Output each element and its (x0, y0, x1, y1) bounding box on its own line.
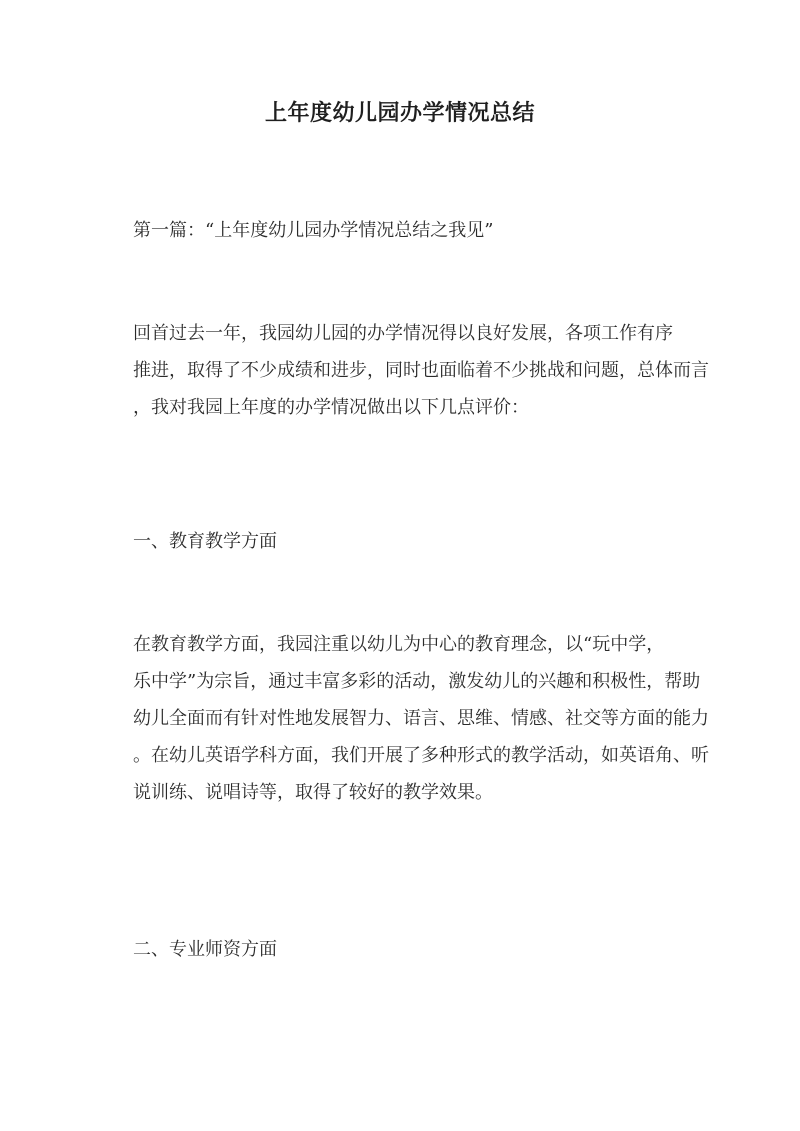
intro-line: 回首过去一年，我园幼儿园的办学情况得以良好发展，各项工作有序 (133, 323, 673, 344)
intro-paragraph (133, 322, 709, 433)
paragraph-line: 。在幼儿英语学科方面，我们开展了多种形式的教学活动，如英语角、听 (133, 745, 709, 766)
section-heading-teaching: 一、教育教学方面 (133, 531, 277, 552)
intro-line: ，我对我园上年度的办学情况做出以下几点评价： (133, 397, 529, 418)
teaching-paragraph (133, 633, 709, 818)
section-heading-faculty: 二、专业师资方面 (133, 939, 277, 960)
intro-line: 推进，取得了不少成绩和进步，同时也面临着不少挑战和问题，总体而言 (133, 360, 709, 381)
document-title: 上年度幼儿园办学情况总结 (264, 100, 535, 126)
paragraph-line: 说训练、说唱诗等，取得了较好的教学效果。 (133, 782, 493, 803)
chapter-subtitle: 第一篇：“上年度幼儿园办学情况总结之我见” (133, 220, 494, 241)
paragraph-line: 幼儿全面而有针对性地发展智力、语言、思维、情感、社交等方面的能力 (133, 708, 709, 729)
paragraph-line: 乐中学”为宗旨，通过丰富多彩的活动，激发幼儿的兴趣和积极性，帮助 (133, 671, 701, 692)
paragraph-line: 在教育教学方面，我园注重以幼儿为中心的教育理念，以“玩中学， (133, 634, 665, 655)
